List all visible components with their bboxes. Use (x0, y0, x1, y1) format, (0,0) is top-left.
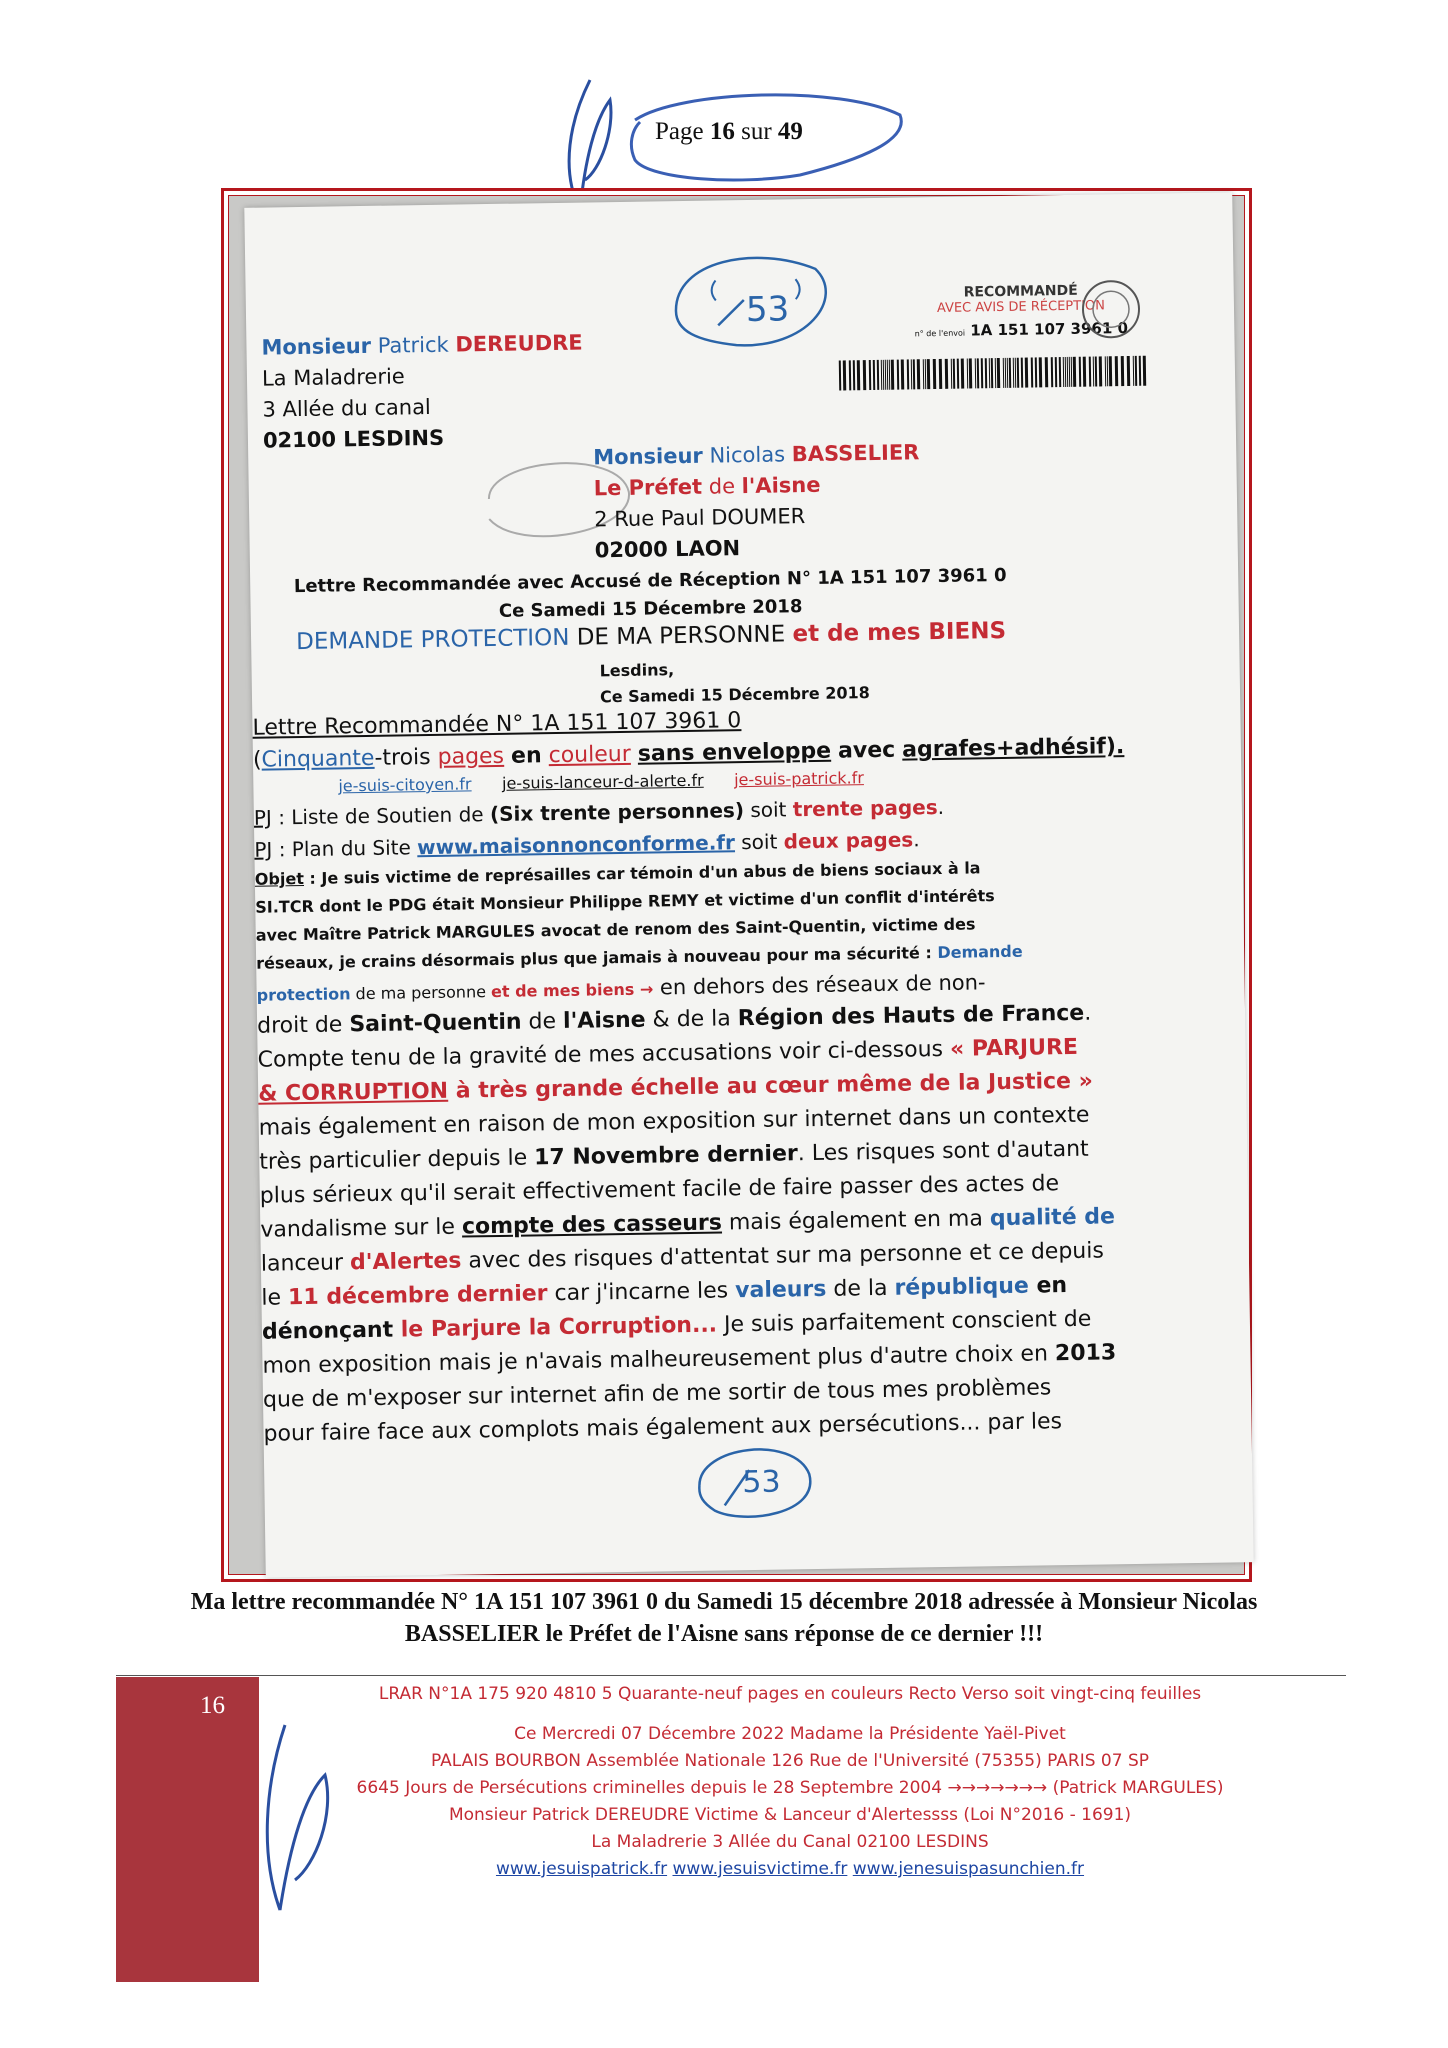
body-line-7: Compte tenu de la gravité de mes accusations voir ci-dessous « PARJURE (257, 1034, 1079, 1073)
barcode-icon (837, 354, 1152, 393)
sender-address: Monsieur Patrick DEREUDRE La Maladrerie 3 Allée du canal 02100 LESDINS (261, 330, 583, 453)
body-line-13: lanceur d'Alertes avec des risques d'attentat sur ma personne et ce depuis (260, 1238, 1105, 1277)
folio-top: 53 (745, 289, 790, 330)
pj1-line: PJ : Liste de Soutien de (Six trente personnes) soit trente pages. (253, 794, 945, 830)
pj2-line: PJ : Plan du Site www.maisonnonconforme.fr soit deux pages. (254, 827, 920, 862)
link-jesuispatrick[interactable]: www.jesuispatrick.fr (495, 1859, 668, 1879)
body-line-18: pour faire face aux complots mais également aux persécutions... par les (263, 1409, 1063, 1447)
place-date: Lesdins, Ce Samedi 15 Décembre 2018 (599, 660, 870, 707)
link-jenesuispasunchien[interactable]: www.jenesuispasunchien.fr (852, 1859, 1085, 1879)
objet-line-4: réseaux, je crains désormais plus que jamais à nouveau pour ma sécurité : Demande (256, 941, 1023, 973)
footer-red-band (116, 1677, 259, 1982)
lrar-heading: Lettre Recommandée avec Accusé de Réception N° 1A 151 107 3961 0 Ce Samedi 15 Décembre 2018 (293, 564, 1007, 622)
demande-heading: DEMANDE PROTECTION DE MA PERSONNE et de mes BIENS (295, 617, 1007, 656)
body-line-9: mais également en raison de mon exposition sur internet dans un contexte (258, 1102, 1090, 1141)
footer-page-number: 16 (200, 1692, 225, 1719)
link-jesuisvictime[interactable]: www.jesuisvictime.fr (672, 1859, 848, 1879)
footer-line-4: 6645 Jours de Persécutions criminelles depuis le 28 Septembre 2004 →→→→→→→ (Patrick MARGULES) (356, 1778, 1224, 1798)
photo-caption: Ma lettre recommandée N° 1A 151 107 3961 0 du Samedi 15 décembre 2018 adressée à Monsieur Nicolas BASSELIER le Préfet de l'Aisne sans réponse de ce dernier !!! (190, 1589, 1258, 1647)
body-line-11: plus sérieux qu'il serait effectivement facile de faire passer des actes de (259, 1171, 1060, 1209)
page-total: 49 (777, 118, 803, 145)
recipient-address: Monsieur Nicolas BASSELIER Le Préfet de l'Aisne 2 Rue Paul DOUMER 02000 LAON (593, 440, 920, 563)
folio-bottom: 53 (742, 1464, 781, 1501)
body-line-14: le 11 décembre dernier car j'incarne les valeurs de la république en (261, 1273, 1068, 1311)
body-line-15: dénonçant le Parjure la Corruption... Je suis parfaitement conscient de (261, 1306, 1092, 1345)
body-line-10: très particulier depuis le 17 Novembre dernier. Les risques sont d'autant (259, 1136, 1089, 1175)
footer-links (330, 1859, 1250, 1879)
page-number: 16 (709, 118, 735, 145)
letter-photo (244, 192, 1253, 1577)
objet-line-1: Objet : Je suis victime de représailles car témoin d'un abus de biens sociaux à la (254, 858, 981, 889)
body-line-6: droit de Saint-Quentin de l'Aisne & de la Région des Hauts de France. (256, 1000, 1092, 1039)
footer-line-5: Monsieur Patrick DEREUDRE Victime & Lanceur d'Alertessss (Loi N°2016 - 1691) (448, 1805, 1132, 1825)
recommande-block: RECOMMANDÉ AVEC AVIS DE RÉCEPTION n° de l'envoi 1A 151 107 3961 0 (914, 282, 1129, 340)
reference-line: Lettre Recommandée N° 1A 151 107 3961 0 (252, 708, 742, 741)
page-indicator: Page 16 sur 49 (655, 118, 803, 145)
objet-line-5: protection de ma personne et de mes biens → en dehors des réseaux de non- (256, 970, 986, 1005)
sites-line: je-suis-citoyen.fr je-suis-lanceur-d-alerte.fr je-suis-patrick.fr (338, 768, 864, 796)
postal-seal-icon (1070, 274, 1151, 345)
footer-rule (116, 1675, 1346, 1676)
body-line-16: mon exposition mais je n'avais malheureusement plus d'autre choix en 2013 (262, 1340, 1117, 1379)
footer-line-3: PALAIS BOURBON Assemblée Nationale 126 Rue de l'Université (75355) PARIS 07 SP (430, 1751, 1150, 1771)
tracking-number: 1A 151 107 3961 0 (970, 318, 1129, 340)
footer-line-6: La Maladrerie 3 Allée du Canal 02100 LESDINS (591, 1832, 989, 1852)
objet-line-2: SI.TCR dont le PDG était Monsieur Philippe REMY et victime d'un conflit d'intérêts (255, 886, 995, 917)
footer-line-1: LRAR N°1A 175 920 4810 5 Quarante-neuf pages en couleurs Recto Verso soit vingt-cinq feuilles (378, 1684, 1202, 1704)
body-line-12: vandalisme sur le compte des casseurs mais également en ma qualité de (260, 1204, 1116, 1243)
body-line-8: & CORRUPTION à très grande échelle au cœur même de la Justice » (258, 1068, 1094, 1107)
footer-line-2: Ce Mercredi 07 Décembre 2022 Madame la Présidente Yaël-Pivet (514, 1724, 1066, 1744)
objet-line-3: avec Maître Patrick MARGULES avocat de renom des Saint-Quentin, victime des (255, 914, 976, 945)
body-line-17: que de m'exposer sur internet afin de me sortir de tous mes problèmes (262, 1375, 1052, 1413)
pages-line: (Cinquante-trois pages en couleur sans enveloppe avec agrafes+adhésif). (252, 734, 1125, 773)
